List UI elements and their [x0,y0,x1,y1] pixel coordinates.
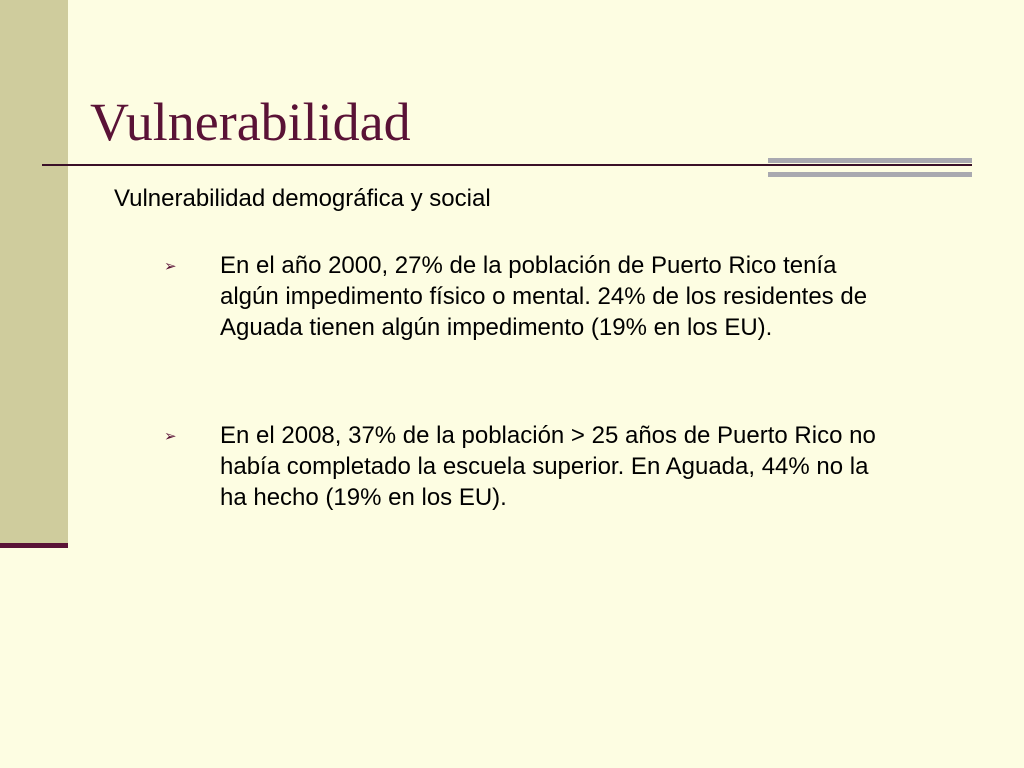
side-band [0,0,68,548]
slide-subtitle: Vulnerabilidad demográfica y social [114,185,491,212]
bullet-item [160,420,900,513]
title-divider [42,164,972,166]
title-divider-accent-bottom [768,172,972,177]
bullet-item [160,250,900,343]
bullet-list [160,250,900,513]
slide-title: Vulnerabilidad [90,92,411,152]
side-band-accent [0,543,68,548]
chevron-right-icon: ➢ [164,258,177,275]
chevron-right-icon: ➢ [164,428,177,445]
title-divider-accent-top [768,158,972,163]
bullet-text: En el 2008, 37% de la población > 25 años de Puerto Rico no había completado la escuela superior. En Aguada, 44% no la ha hecho (19% en los EU). [220,422,876,511]
bullet-text: En el año 2000, 27% de la población de Puerto Rico tenía algún impedimento físico o mental. 24% de los residentes de Aguada tienen algún impedimento (19% en los EU). [220,252,868,341]
